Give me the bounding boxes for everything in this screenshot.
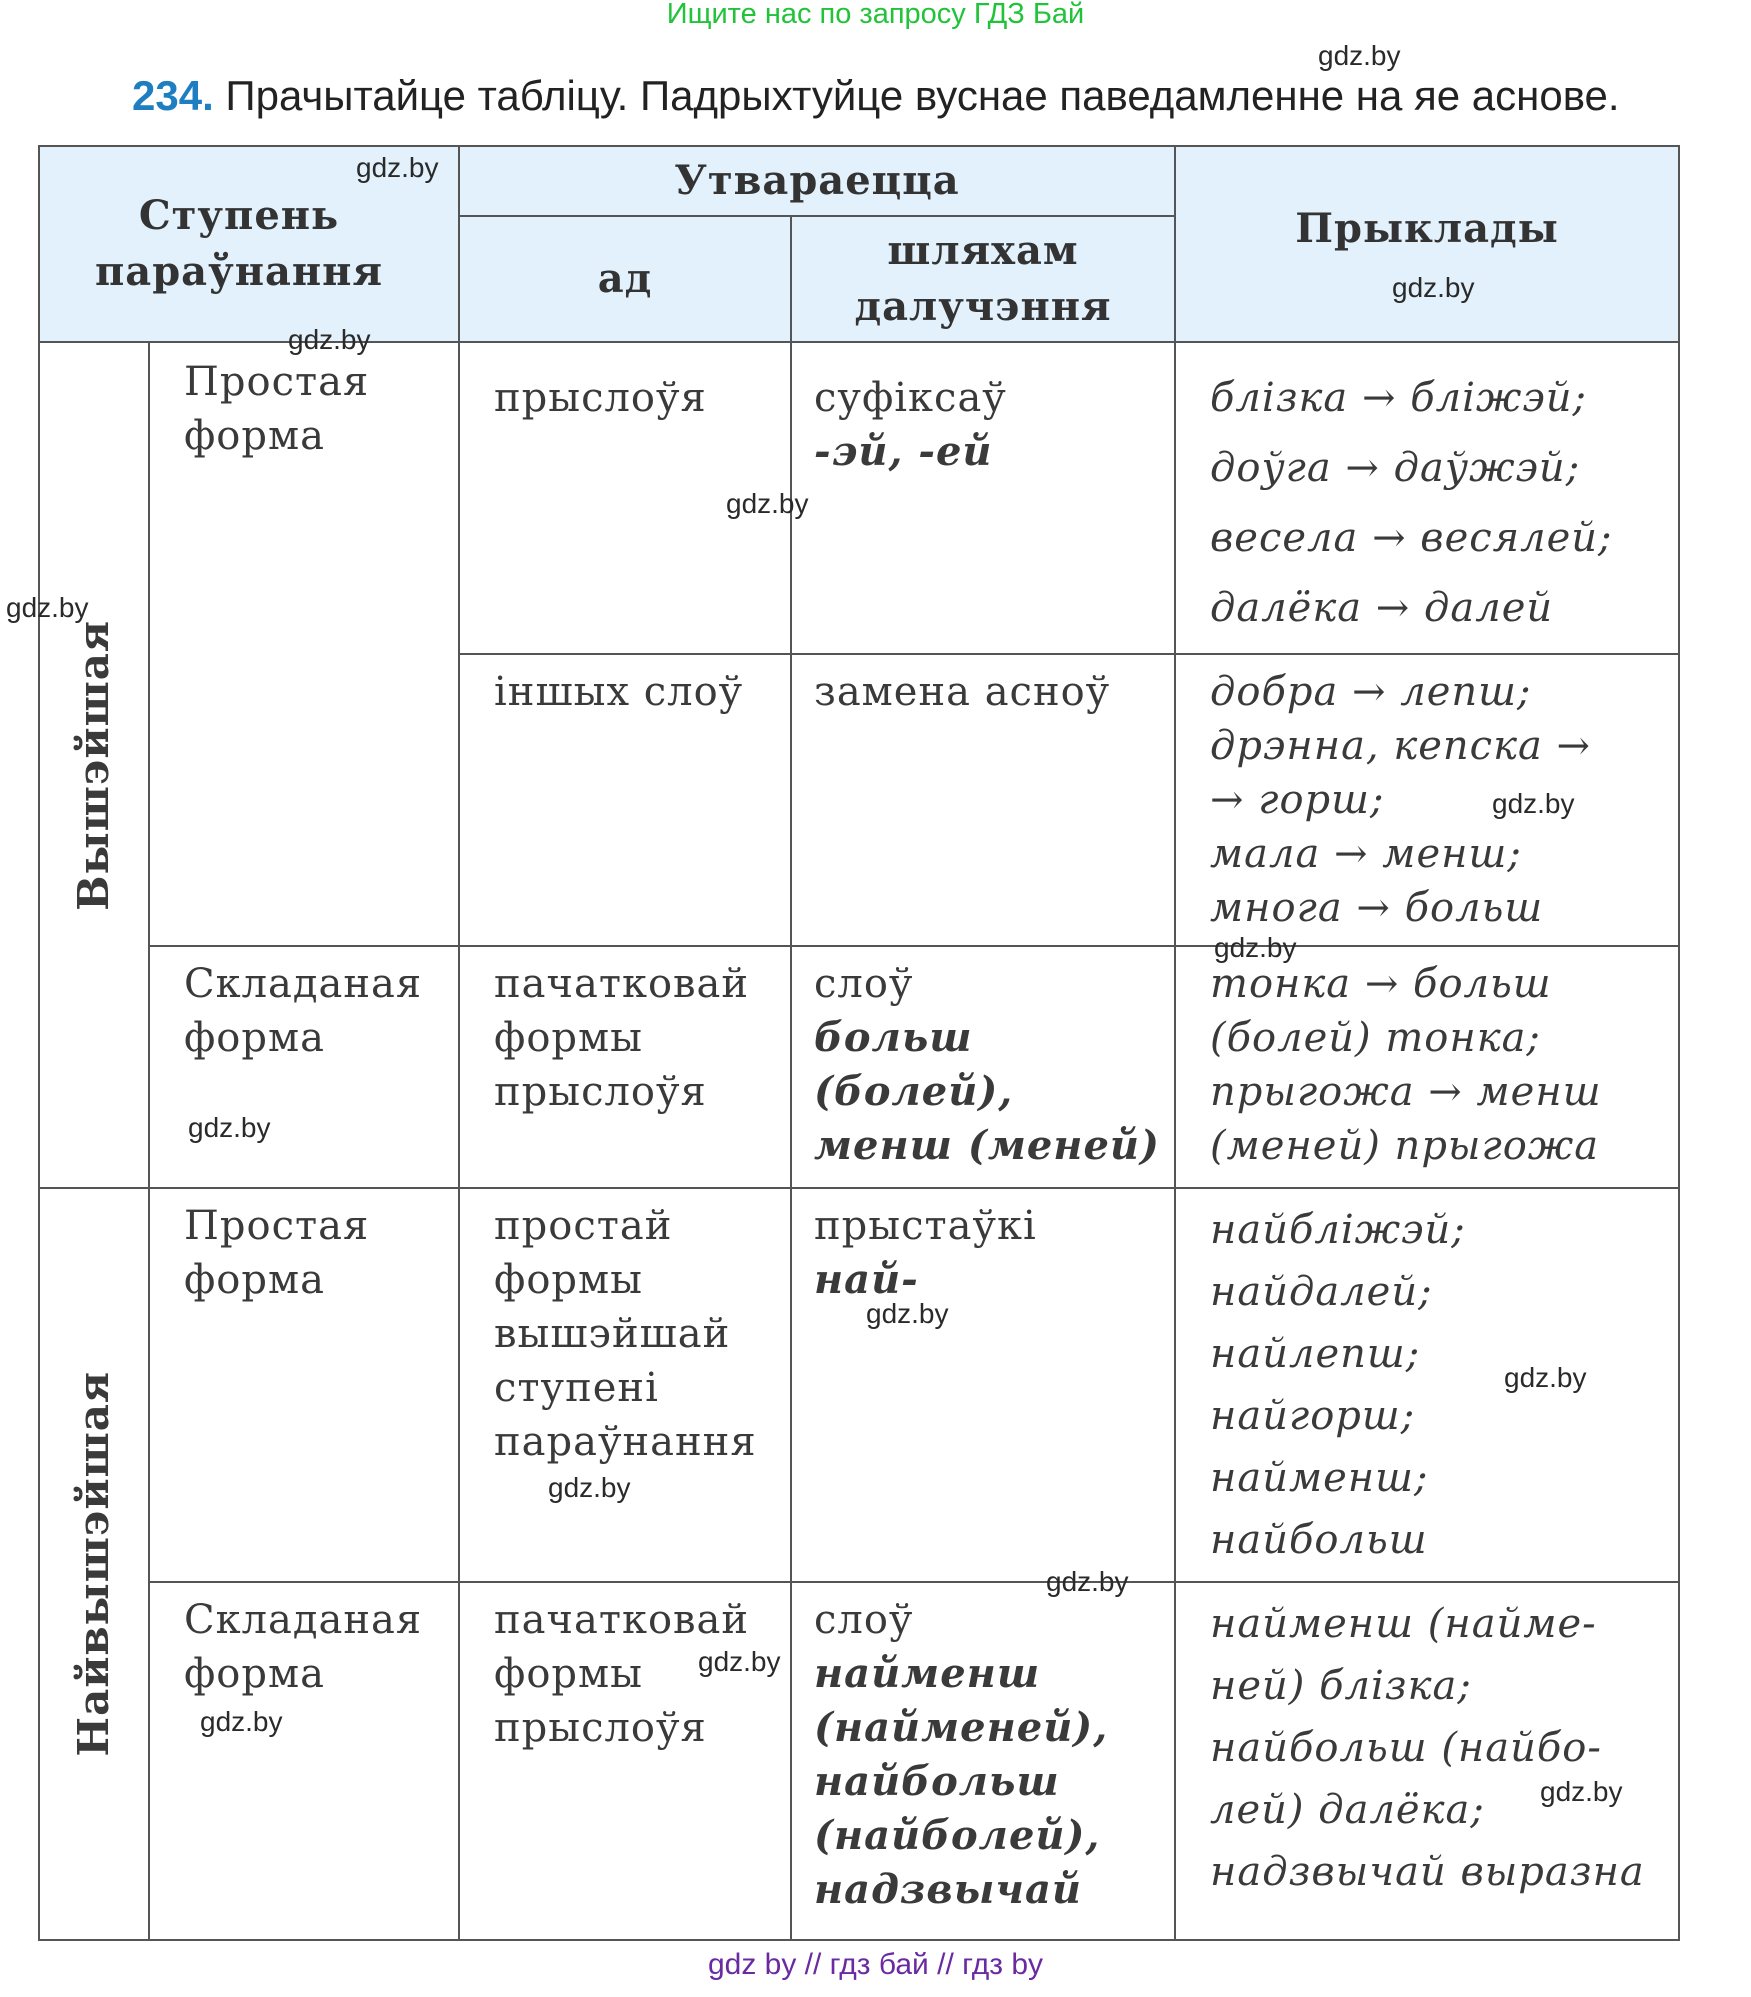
example-line: найдалей; [1210, 1269, 1433, 1315]
watermark: gdz.by [548, 1472, 631, 1503]
task-heading [132, 72, 1620, 120]
row1-examples [1175, 342, 1679, 654]
example-line: надзвычай выразна [1210, 1849, 1645, 1895]
example-line: найменш (найме- [1210, 1601, 1597, 1647]
header-formed: Утвараецца [459, 146, 1175, 216]
row4-way: прыстаўкі най- [791, 1188, 1175, 1582]
row5-way: слоў найменш (найменей), найбольш (найболей), надзвычай [791, 1582, 1175, 1940]
watermark: gdz.by [1540, 1776, 1623, 1807]
example-line: далёка → далей [1210, 585, 1554, 631]
group-superlative: Найвышэйшая [39, 1188, 149, 1940]
example-line: → горш; [1210, 777, 1385, 823]
watermark: gdz.by [1318, 40, 1401, 71]
example-line: найбольш [1210, 1517, 1428, 1563]
row2-examples [1175, 654, 1679, 946]
row2-way: замена асноў [791, 654, 1175, 946]
top-banner[interactable]: Ищите нас по запросу ГДЗ Бай [666, 0, 1085, 30]
row1-form: Простая форма [149, 342, 459, 946]
row4-form: Простая форма [149, 1188, 459, 1582]
task-number: 234. [132, 72, 214, 119]
example-line: тонка → больш [1210, 961, 1552, 1007]
watermark: gdz.by [726, 488, 809, 519]
group-comparative: Вышэйшая [39, 342, 149, 1188]
watermark: gdz.by [1492, 788, 1575, 819]
watermark: gdz.by [698, 1646, 781, 1677]
row1-way: суфіксаў -эй, -ей [791, 342, 1175, 654]
example-line: мала → менш; [1210, 831, 1522, 877]
watermark: gdz.by [6, 592, 89, 623]
watermark: gdz.by [866, 1298, 949, 1329]
row4-from: простай формы вышэйшай ступені параўнання [459, 1188, 791, 1582]
watermark: gdz.by [1504, 1362, 1587, 1393]
row5-form: Складаная форма [149, 1582, 459, 1940]
row4-examples [1175, 1188, 1679, 1582]
watermark: gdz.by [1392, 272, 1475, 303]
row5-examples [1175, 1582, 1679, 1940]
header-examples: Прыклады [1175, 146, 1679, 342]
row3-from: пачатковай формы прыслоўя [459, 946, 791, 1188]
example-line: лей) далёка; [1210, 1787, 1485, 1833]
row5-from: пачатковай формы прыслоўя [459, 1582, 791, 1940]
example-line: ней) блізка; [1210, 1663, 1472, 1709]
example-line: дрэнна, кепска → [1210, 723, 1592, 769]
header-by-adding: шляхам далучэння [791, 216, 1175, 342]
example-line: найгорш; [1210, 1393, 1416, 1439]
example-line: доўга → даўжэй; [1210, 445, 1581, 491]
example-line: найменш; [1210, 1455, 1429, 1501]
example-line: многа → больш [1210, 885, 1544, 931]
header-degree: Ступень параўнання [39, 146, 459, 342]
example-line: прыгожа → менш [1210, 1069, 1602, 1115]
footer-links[interactable]: gdz by // гдз бай // гдз by [707, 1948, 1044, 1981]
watermark: gdz.by [1046, 1566, 1129, 1597]
task-text: Прачытайце табліцу. Падрыхтуйце вуснае паведамленне на яе аснове. [225, 72, 1620, 119]
watermark: gdz.by [288, 324, 371, 355]
example-line: (болей) тонка; [1210, 1015, 1541, 1061]
example-line: добра → лепш; [1210, 669, 1532, 715]
watermark: gdz.by [356, 152, 439, 183]
example-line: блізка → бліжэй; [1210, 375, 1587, 421]
row1-from: прыслоўя [459, 342, 791, 654]
example-line: найбліжэй; [1210, 1207, 1466, 1253]
header-from: ад [459, 216, 791, 342]
row3-way: слоў больш (болей), менш (меней) [791, 946, 1175, 1188]
example-line: найбольш (найбо- [1210, 1725, 1602, 1771]
row3-examples [1175, 946, 1679, 1188]
watermark: gdz.by [188, 1112, 271, 1143]
comparison-table [38, 145, 1680, 1941]
row2-from: іншых слоў [459, 654, 791, 946]
example-line: найлепш; [1210, 1331, 1421, 1377]
watermark: gdz.by [200, 1706, 283, 1737]
watermark: gdz.by [1214, 932, 1297, 963]
row3-form: Складаная форма [149, 946, 459, 1188]
example-line: весела → весялей; [1210, 515, 1613, 561]
example-line: (меней) прыгожа [1210, 1123, 1600, 1169]
